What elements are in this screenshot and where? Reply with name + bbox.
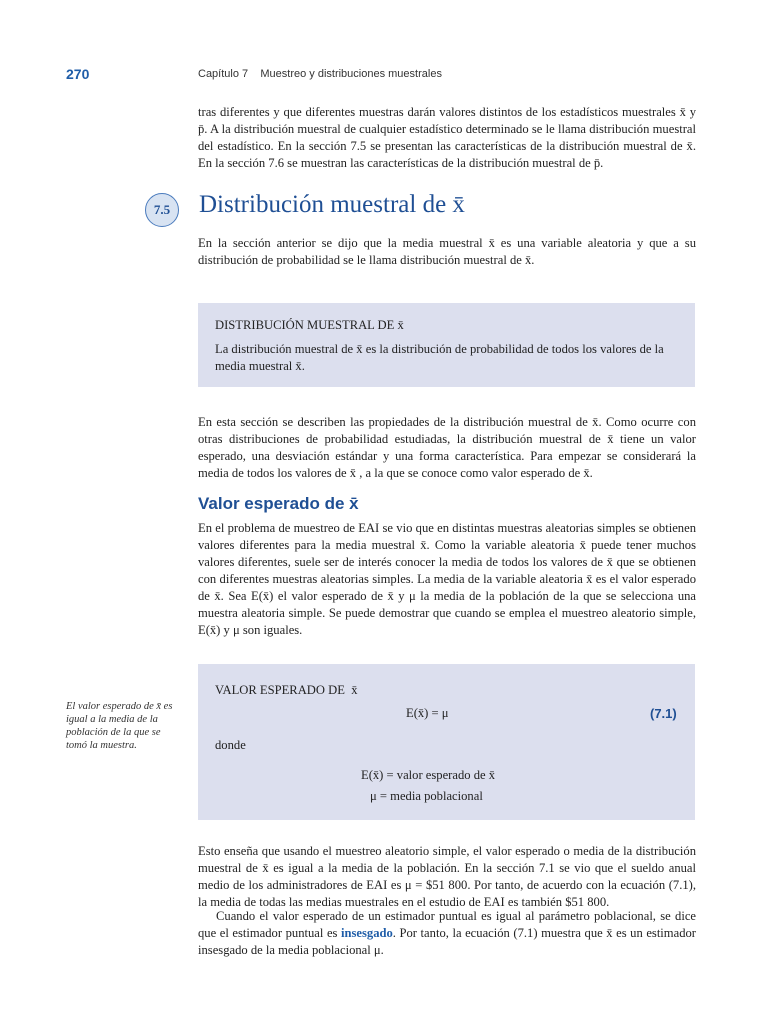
section-intro-paragraph: En la sección anterior se dijo que la media muestral x̄ es una variable aleatoria y que a su distribución de probabilidad se le llama distribución muestral de x̄. — [198, 236, 696, 267]
margin-note: El valor esperado de x̄ es igual a la media de la población de la que se tomó la muestra. — [66, 701, 173, 751]
equation: E(x̄) = μ — [406, 706, 449, 720]
closing-paragraph-2-text-end: . Por tanto, la ecuación (7.1) muestra que x̄ es un estimador insesgado de la media poblacional μ. — [198, 926, 696, 957]
subsection-title: Valor esperado de x̄ — [198, 494, 359, 513]
closing-paragraph-1: Esto enseña que usando el muestreo aleatorio simple, el valor esperado o media de la distribución muestral de x̄ es igual a la media de la población. En la sección 7.1 se vio que el sueldo anual medio de los administradores de EAI es μ = $51 800. Por tanto, de acuerdo con la ecuación (7.1), la media de todas las medias muestrales en el estudio de EAI es también $51 800. — [198, 844, 696, 909]
closing-paragraph-2 — [198, 908, 696, 959]
definition-line: E(x̄) = valor esperado de x̄ — [361, 768, 496, 782]
expected-value-box-title: VALOR ESPERADO DE x̄ — [215, 683, 358, 697]
closing-paragraph-2-text: Cuando el valor esperado de un estimador puntual es igual al parámetro poblacional, se dice que el estimador puntual es — [198, 909, 696, 940]
page-number: 270 — [66, 66, 90, 82]
running-head: Capítulo 7 Muestreo y distribuciones muestrales — [198, 68, 442, 80]
eai-paragraph: En el problema de muestreo de EAI se vio que en distintas muestras aleatorias simples se obtienen valores diferentes para la media muestral x̄. Como la variable aleatoria x̄ puede tener muchos valores diferentes, suele ser de interés conocer la media de todos los valores de x̄ que se obtienen con diferentes muestras aleatorias simples. La media de la variable aleatoria x̄ es el valor esperado de x̄. Sea E(x̄) el valor esperado de x̄ y μ la media de la población de la que se selecciona una muestra aleatoria simple. Se puede demostrar que cuando se emplea el muestreo aleatorio simple, E(x̄) y μ son iguales. — [198, 521, 696, 637]
where-label: donde — [215, 738, 246, 752]
definition-box-text: La distribución muestral de x̄ es la distribución de probabilidad de todos los valores de la media muestral x̄. — [215, 342, 664, 373]
definition-line: μ = media poblacional — [370, 789, 483, 803]
keyword-insesgado: insesgado — [341, 926, 393, 940]
equation-number: (7.1) — [650, 706, 677, 721]
section-number-badge: 7.5 — [145, 193, 179, 227]
definition-box-title: DISTRIBUCIÓN MUESTRAL DE x̄ — [215, 318, 404, 332]
section-title: Distribución muestral de x̄ — [199, 191, 465, 218]
properties-paragraph: En esta sección se describen las propiedades de la distribución muestral de x̄. Como ocurre con otras distribuciones de probabilidad estudiadas, la distribución muestral de x̄ tiene un valor esperado, una desviación estándar y una forma característica. Para empezar se considerará la media de todos los valores de x̄ , a la que se conoce como valor esperado de x̄. — [198, 415, 696, 480]
intro-paragraph: tras diferentes y que diferentes muestras darán valores distintos de los estadísticos muestrales x̄ y p̄. A la distribución muestral de cualquier estadístico determinado se le llama distribución muestral del estadístico. En la sección 7.5 se presentan las características de la distribución muestral de x̄. En la sección 7.6 se muestran las características de la distribución muestral de p̄. — [198, 105, 696, 170]
